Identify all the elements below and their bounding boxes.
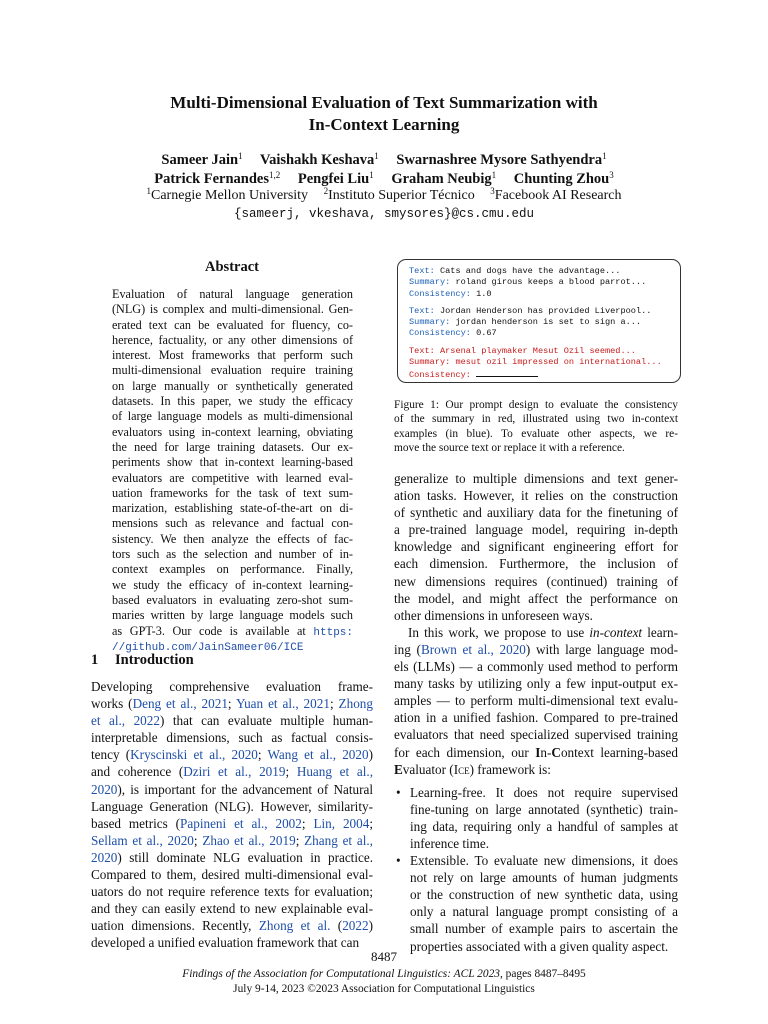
abstract-line: erated text can be evaluated for fluency, co- [112, 317, 353, 332]
prompt-figure [397, 259, 681, 383]
citation-link[interactable]: 2020 [91, 849, 118, 865]
example-summary: jordan henderson is set to sign a... [455, 317, 642, 328]
figure-caption [394, 398, 678, 455]
author-affil-mark: 1 [238, 151, 243, 161]
text-label: Text: [409, 345, 435, 356]
page-number: 8487 [371, 949, 397, 964]
body-line: works (Deng et al., 2021; Yuan et al., 2021; Zhong [91, 696, 373, 712]
body-line: 2020), is important for the advancement of Natural [91, 781, 373, 797]
code-url-link[interactable]: https: [313, 626, 353, 639]
affil-mark: 1 [146, 186, 151, 196]
citation-link[interactable]: Deng et al., 2021 [132, 696, 228, 712]
page-footer [0, 967, 768, 996]
consistency-label: Consistency: [409, 328, 471, 339]
abstract-line: interest. Most frameworks that perform such [112, 348, 353, 363]
author-affil-mark: 1 [491, 170, 497, 180]
citation-link[interactable]: 2022 [342, 918, 369, 934]
body-line: ation tasks. However, it relies on the construction [394, 488, 678, 504]
citation-link[interactable]: Brown et al., 2020 [420, 641, 526, 657]
abstract-line: multi-dimensional evaluation require training [112, 363, 353, 378]
author-list [0, 151, 768, 189]
citation-link[interactable]: Huang et al., [296, 764, 373, 780]
body-line: small number of example pairs to ascertain the [410, 921, 678, 937]
affil-mark: 3 [490, 186, 495, 196]
section-number: 1 [91, 652, 99, 668]
citation-link[interactable]: Papineni et al., 2002 [180, 815, 302, 831]
prompt-example-1 [409, 266, 680, 300]
abstract-line: of large language models as multi-dimensional [112, 409, 353, 424]
abstract-line: mensions such as relevance and factual con- [112, 516, 353, 531]
abstract-text: as GPT-3. Our code is available at [112, 623, 306, 638]
caption-line: Figure 1: Our prompt design to evaluate the consistency [394, 399, 678, 411]
body-line: or the construction of new synthetic data, using [410, 887, 678, 903]
abstract-line: evaluators are competitive with learned eval- [112, 470, 353, 485]
title-line-1: Multi-Dimensional Evaluation of Text Summarization with [170, 93, 598, 112]
citation-link[interactable]: Yuan et al., 2021 [236, 696, 330, 712]
abstract-line: based evaluators in evaluating zero-shot sum- [112, 592, 353, 607]
abstract-line: uation frameworks for the task of text sum- [112, 485, 353, 500]
body-line: inference time. [410, 835, 490, 851]
example-score: 1.0 [476, 288, 492, 299]
caption-line: examples (in blue). To evaluate other aspects, we re- [394, 427, 678, 440]
body-line: and they can easily extend to new explainable eval- [91, 901, 373, 917]
abstract-line: (NLG) is complex and multi-dimensional. Gen- [112, 302, 353, 317]
citation-link[interactable]: Dziri et al., 2019 [183, 764, 286, 780]
caption-line: of the summary in red, illustrated using two in-context [394, 413, 678, 426]
introduction-heading [91, 651, 194, 669]
citation-link[interactable]: 2020 [91, 781, 118, 797]
body-line: generalize to multiple dimensions and text gener- [394, 471, 678, 486]
prompt-query [409, 346, 680, 382]
title-line-2: In-Context Learning [308, 115, 460, 134]
citation-link[interactable]: Zhong et al. [258, 918, 331, 934]
author-affil-mark: 1 [374, 151, 379, 161]
bullet-learning-free: • Learning-free. It does not require supervised [396, 784, 678, 800]
abstract-line: herence, factuality, or any other dimensions of [112, 332, 353, 347]
body-line: evaluators that need specialized supervised training [394, 727, 678, 743]
abstract-line: the need for large training datasets. Our ex- [112, 439, 353, 454]
citation-link[interactable]: Kryscinski et al., 2020 [130, 747, 258, 763]
author-affil-mark: 1,2 [269, 170, 281, 180]
body-line: Evaluator (Ice) framework is: [394, 761, 551, 777]
query-summary: mesut ozil impressed on international... [455, 357, 662, 368]
body-line: ation in a unified fashion. Compared to pre-trained [394, 710, 678, 726]
body-line: fine-tuning on large annotated (synthetic) train- [410, 801, 678, 817]
example-score: 0.67 [476, 328, 497, 339]
summary-label: Summary: [409, 317, 451, 328]
body-line: 2020) still dominate NLG evaluation in practice. [91, 849, 373, 865]
abstract-heading: Abstract [205, 259, 259, 275]
body-line: based metrics (Papineni et al., 2002; Lin, 2004; [91, 815, 373, 831]
citation-link[interactable]: Sellam et al., 2020 [91, 832, 194, 848]
citation-link[interactable]: Lin, 2004 [313, 815, 370, 831]
body-line: and coherence (Dziri et al., 2019; Huang et al., [91, 764, 373, 780]
body-line: each dimension. Furthermore, the inclusion of [394, 556, 678, 572]
score-blank [476, 368, 538, 377]
paper-title [0, 92, 768, 136]
introduction-body [91, 678, 373, 952]
body-line: many tasks by utilizing only a few input-output ex- [394, 676, 678, 692]
body-line: for each dimension, our In-Context learning-based [394, 744, 678, 760]
body-line: other dimensions in unforeseen ways. [394, 607, 593, 623]
body-line: ing data, requiring only a handful of samples at [410, 818, 678, 834]
body-line: of synthetic and auxiliary data for the finetuning of [394, 505, 678, 521]
abstract-line: periments show that in-context learning-based [112, 455, 353, 470]
page-range: , pages 8487–8495 [499, 968, 586, 980]
author-name: Pengfei Liu [297, 171, 370, 187]
example-text: Cats and dogs have the advantage... [439, 266, 621, 276]
prompt-example-2 [409, 306, 680, 340]
venue: Findings of the Association for Computational Linguistics: ACL 2023 [182, 968, 500, 980]
example-text: Jordan Henderson has provided Liverpool.. [439, 305, 652, 316]
author-name: Chunting Zhou [513, 171, 610, 187]
affil-mark: 2 [323, 186, 329, 196]
body-line: tency (Kryscinski et al., 2020; Wang et al., 2020) [91, 747, 373, 763]
text-label: Text: [409, 266, 435, 276]
body-line: ing (Brown et al., 2020) with large language mod- [394, 641, 679, 657]
summary-label: Summary: [409, 357, 451, 368]
abstract-line: sistency. We then analyze the effects of fac- [112, 531, 353, 546]
author-name: Swarnashree Mysore Sathyendra [396, 152, 603, 168]
body-line: In this work, we propose to use in-context learn- [408, 624, 678, 640]
consistency-label: Consistency: [409, 370, 471, 381]
abstract-line: datasets. In this paper, we study the efficacy [112, 394, 353, 409]
body-line: et al., 2022) that can evaluate multiple human- [91, 713, 373, 729]
body-line: Sellam et al., 2020; Zhao et al., 2019; Zhang et al., [91, 832, 373, 848]
caption-line: move the source text or replace it with a reference. [394, 441, 625, 454]
author-name: Patrick Fernandes [154, 171, 270, 187]
body-line: Developing comprehensive evaluation frame- [91, 679, 373, 694]
abstract-body [112, 287, 353, 654]
body-line: the model, and might affect the performance on [394, 590, 678, 606]
citation-link[interactable]: et al., 2022 [91, 713, 160, 729]
body-line: interpretable dimensions, such as factual consis- [91, 730, 373, 746]
author-affil-mark: 1 [369, 170, 374, 180]
body-line: developed a unified evaluation framework that can [91, 935, 360, 951]
abstract-line [112, 624, 353, 639]
abstract-line: we study the efficacy of in-context learning- [112, 577, 353, 592]
citation-link[interactable]: Zhao et al., 2019 [202, 832, 296, 848]
affiliation: Facebook AI Research [494, 188, 622, 203]
author-affil-mark: 3 [609, 170, 614, 180]
abstract-line: maries written by large language models such [112, 608, 353, 623]
abstract-line: Evaluation of natural language generation [112, 287, 353, 301]
body-line: els (LLMs) — a commonly used method to perform [394, 659, 678, 675]
citation-link[interactable]: Wang et al., 2020 [267, 747, 369, 763]
bullet-dot: • [396, 853, 401, 869]
abstract-line: marization, establishing state-of-the-art on di- [112, 501, 353, 516]
abstract-line: evaluators using in-context learning, obviating [112, 424, 353, 439]
author-name: Sameer Jain [161, 152, 239, 168]
summary-label: Summary: [409, 277, 451, 288]
affiliations [0, 187, 768, 205]
code-url-link-continued[interactable]: //github.com/JainSameer06/ICE [112, 641, 304, 654]
author-name: Graham Neubig [391, 171, 492, 187]
example-summary: roland girous keeps a blood parrot... [455, 277, 647, 288]
text-label: Text: [409, 305, 435, 316]
body-line: new dimensions requires (continued) training of [394, 573, 678, 589]
affiliation: Instituto Superior Técnico [328, 188, 475, 203]
abstract-line: context examples on performance. Finally, [112, 562, 353, 577]
citation-link[interactable]: Zhang et al., [304, 832, 373, 848]
body-line: only a natural language prompt consisting of a [410, 904, 678, 920]
body-line: Language Generation (NLG). However, similarity- [91, 798, 373, 814]
body-line: not rely on large amounts of human judgments [410, 870, 678, 886]
copyright: July 9-14, 2023 ©2023 Association for Computational Linguistics [233, 982, 535, 995]
body-line: Compared to them, desired multi-dimensional eval- [91, 867, 373, 883]
body-line: knowledge and significant engineering effort for [394, 539, 678, 555]
body-line: a pre-trained language model, requiring in-depth [394, 522, 678, 538]
author-row-1 [0, 151, 768, 170]
abstract-line: on large manually or synthetically generated [112, 378, 353, 393]
author-name: Vaishakh Keshava [259, 152, 375, 168]
consistency-label: Consistency: [409, 288, 471, 299]
affiliation: Carnegie Mellon University [150, 188, 309, 203]
body-line: amples — to perform multi-dimensional text evalu- [394, 693, 678, 709]
abstract-line: tors such as the selection and number of in- [112, 547, 353, 562]
query-text: Arsenal playmaker Mesut Ozil seemed... [439, 345, 636, 356]
author-email[interactable]: {sameerj, vkeshava, smysores}@cs.cmu.edu [233, 207, 535, 221]
bullet-dot: • [396, 784, 401, 800]
author-affil-mark: 1 [602, 151, 607, 161]
section-title: Introduction [115, 652, 194, 668]
body-line: uators do not require reference texts for evaluation; [91, 884, 373, 900]
body-line: properties associated with a given quality aspect. [410, 938, 669, 954]
citation-link[interactable]: Zhong [338, 696, 373, 712]
right-column-body [394, 470, 678, 955]
bullet-extensible: • Extensible. To evaluate new dimensions, it does [396, 853, 678, 869]
body-line: uation dimensions. Recently, Zhong et al. (2022) [91, 918, 373, 934]
